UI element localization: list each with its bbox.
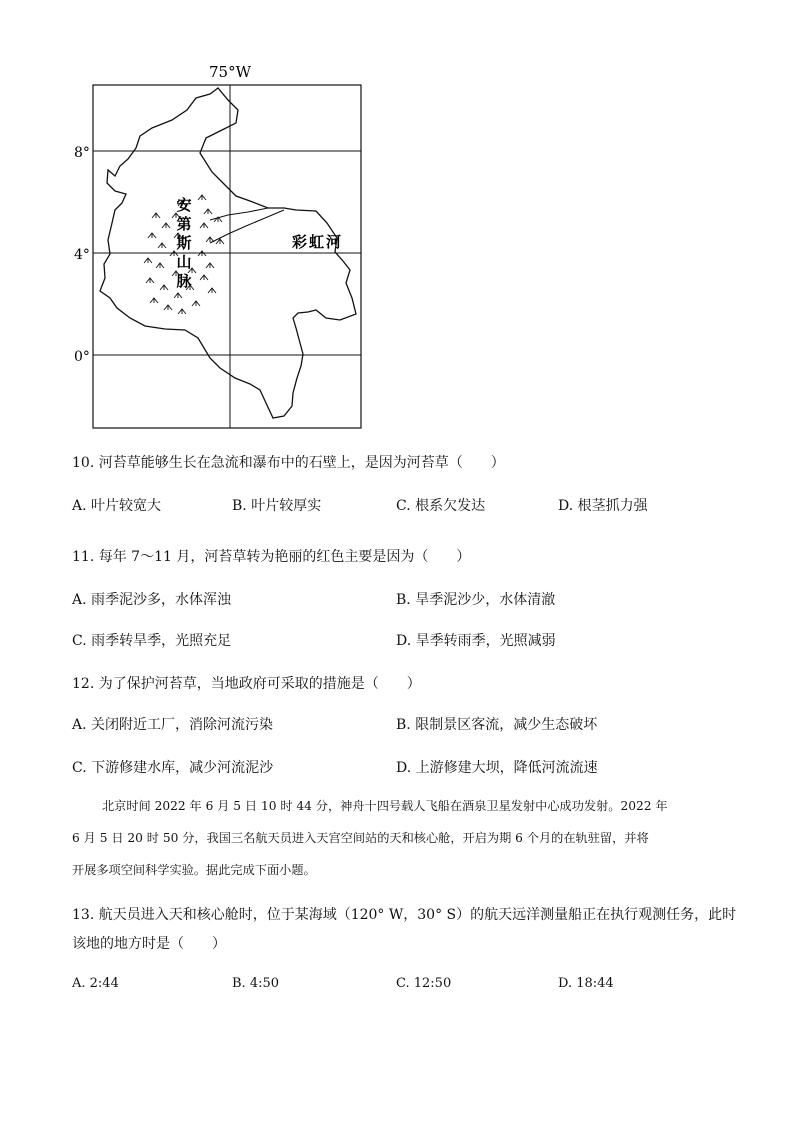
mountain-char-5: 脉 xyxy=(176,272,192,290)
latitude-label-4: 4° xyxy=(74,247,90,263)
q13-option-c: C. 12:50 xyxy=(396,976,452,991)
question-10-stem: 10. 河苔草能够生长在急流和瀑布中的石壁上，是因为河苔草（ ） xyxy=(72,455,505,471)
latitude-label-0: 0° xyxy=(74,349,90,365)
mountain-char-1: 安 xyxy=(176,196,192,214)
q10-option-b: B. 叶片较厚实 xyxy=(232,498,322,514)
passage-line-2: 6 月 5 日 20 时 50 分，我国三名航天员进入天宫空间站的天和核心舱，开启为期 6 个月的在轨驻留，并将 xyxy=(72,831,649,845)
q13-option-b: B. 4:50 xyxy=(232,976,280,991)
question-13-stem-line-1: 13. 航天员进入天和核心舱时，位于某海域（120° W，30° S）的航天远洋测量船正在执行观测任务，此时 xyxy=(72,907,737,923)
question-12-stem: 12. 为了保护河苔草，当地政府可采取的措施是（ ） xyxy=(72,676,421,692)
passage-line-1: 北京时间 2022 年 6 月 5 日 10 时 44 分，神舟十四号载人飞船在酒泉卫星发射中心成功发射。2022 年 xyxy=(102,799,668,813)
q11-option-d: D. 旱季转雨季，光照减弱 xyxy=(396,633,556,649)
passage-line-3: 开展多项空间科学实验。据此完成下面小题。 xyxy=(72,863,316,877)
q10-option-d: D. 根茎抓力强 xyxy=(558,498,648,514)
question-13-stem-line-2: 该地的地方时是（ ） xyxy=(72,936,226,952)
q10-option-a: A. 叶片较宽大 xyxy=(72,498,162,514)
q13-option-d: D. 18:44 xyxy=(558,976,614,991)
colombia-map xyxy=(60,58,380,433)
q10-option-c: C. 根系欠发达 xyxy=(396,498,486,514)
reading-passage xyxy=(72,790,722,886)
map-frame xyxy=(93,85,361,428)
mountain-char-3: 斯 xyxy=(176,234,192,252)
river-label: 彩虹河 xyxy=(292,233,344,251)
q11-option-a: A. 雨季泥沙多，水体浑浊 xyxy=(72,592,232,608)
q12-option-b: B. 限制景区客流，减少生态破坏 xyxy=(396,717,598,733)
q13-option-a: A. 2:44 xyxy=(72,976,119,991)
map-figure xyxy=(60,58,380,433)
river-branch xyxy=(210,210,284,243)
longitude-label: 75°W xyxy=(208,63,252,81)
q11-option-c: C. 雨季转旱季，光照充足 xyxy=(72,633,232,649)
question-11-stem: 11. 每年 7～11 月，河苔草转为艳丽的红色主要是因为（ ） xyxy=(72,549,471,565)
q11-option-b: B. 旱季泥沙少，水体清澈 xyxy=(396,592,556,608)
q12-option-d: D. 上游修建大坝，降低河流流速 xyxy=(396,760,598,776)
q12-option-a: A. 关闭附近工厂，消除河流污染 xyxy=(72,717,274,733)
mountain-char-4: 山 xyxy=(176,253,192,271)
q12-option-c: C. 下游修建水库，减少河流泥沙 xyxy=(72,760,274,776)
latitude-label-8: 8° xyxy=(74,145,90,161)
mountain-char-2: 第 xyxy=(176,215,192,233)
